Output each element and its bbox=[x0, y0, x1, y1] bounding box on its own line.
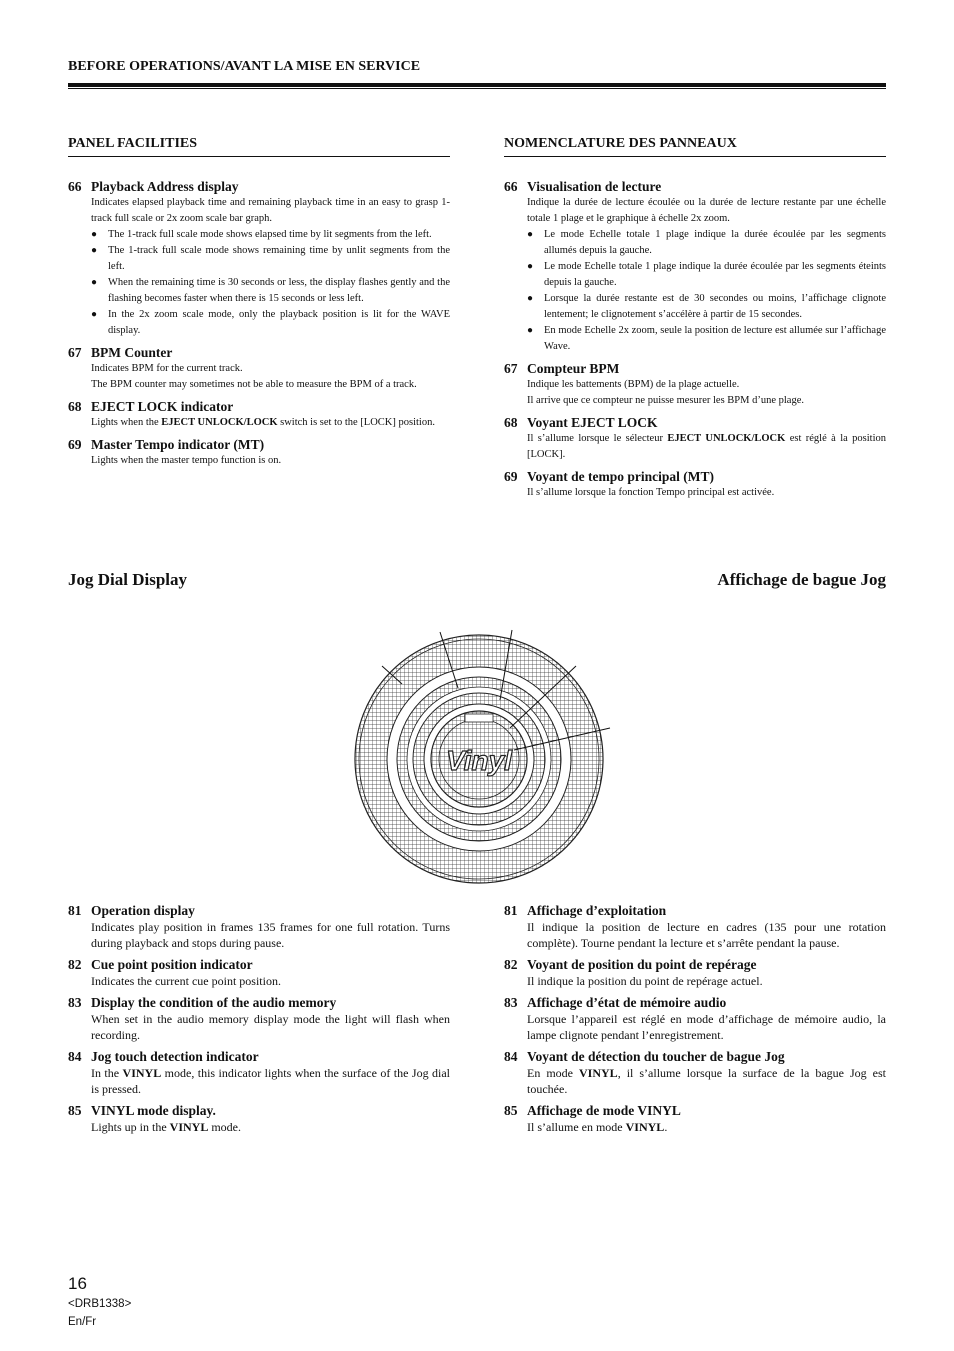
item-67 bbox=[504, 360, 886, 409]
item-number: 84 bbox=[68, 1049, 82, 1064]
vinyl-logo: Vinyl bbox=[446, 745, 512, 776]
item-description: Indicates play position in frames 135 frames for one full rotation. Turns during playback and stops during pause. bbox=[91, 920, 450, 950]
item-84 bbox=[504, 1048, 886, 1097]
nomenclature-section bbox=[504, 136, 886, 506]
bullet-icon: ● bbox=[527, 229, 534, 240]
jog-items-fr bbox=[504, 902, 886, 1140]
bullet-icon: ● bbox=[91, 245, 98, 256]
bullet-icon: ● bbox=[527, 293, 534, 304]
item-description: Il s’allume lorsque la fonction Tempo principal est activée. bbox=[527, 487, 775, 498]
section-rule bbox=[68, 156, 450, 157]
item-number: 66 bbox=[68, 179, 82, 194]
item-title: Operation display bbox=[91, 903, 195, 918]
item-title: Compteur BPM bbox=[527, 361, 620, 376]
item-82 bbox=[68, 956, 450, 989]
item-number: 85 bbox=[504, 1103, 518, 1118]
bullet: ● Lorsque la durée restante est de 30 secondes ou moins, l’affichage clignote lentement; le clignotement s’accélère à partir de 15 secondes. bbox=[527, 291, 886, 323]
item-66 bbox=[504, 178, 886, 355]
item-title: Master Tempo indicator (MT) bbox=[91, 437, 265, 452]
cue-indicator bbox=[465, 714, 493, 722]
bullet-icon: ● bbox=[527, 325, 534, 336]
item-number: 81 bbox=[504, 903, 518, 918]
jog-dial-illustration bbox=[340, 620, 620, 895]
item-67 bbox=[68, 344, 450, 393]
item-68 bbox=[68, 398, 450, 431]
item-82 bbox=[504, 956, 886, 989]
item-number: 66 bbox=[504, 179, 518, 194]
jog-items-en bbox=[68, 902, 450, 1140]
item-number: 68 bbox=[68, 399, 82, 414]
item-description: Indicates elapsed playback time and remaining playback time in an easy to grasp 1-track full scale or 2x zoom scale bar graph. bbox=[91, 197, 450, 224]
item-69 bbox=[68, 436, 450, 469]
item-number: 81 bbox=[68, 903, 82, 918]
item-description: Indique la durée de lecture écoulée ou la durée de lecture restante par une échelle totale 1 plage et le graphique à échelle 2x zoom. bbox=[527, 197, 886, 224]
item-title: Jog touch detection indicator bbox=[91, 1049, 259, 1064]
item-description: Il indique la position de lecture en cadres (135 pour une rotation complète). Tourne pendant la lecture et s’arrête pendant la pause. bbox=[527, 920, 886, 950]
item-number: 82 bbox=[504, 957, 518, 972]
bullet-icon: ● bbox=[527, 261, 534, 272]
item-number: 69 bbox=[68, 437, 82, 452]
item-title: Display the condition of the audio memory bbox=[91, 995, 337, 1010]
item-description: Il s’allume en mode VINYL. bbox=[527, 1120, 668, 1134]
panel-facilities-section bbox=[68, 136, 450, 474]
item-description: Indique les battements (BPM) de la plage actuelle. bbox=[527, 379, 740, 390]
bullet: ● The 1-track full scale mode shows elapsed time by lit segments from the left. bbox=[91, 227, 450, 243]
language-code: En/Fr bbox=[68, 1316, 97, 1328]
item-title: Playback Address display bbox=[91, 179, 239, 194]
item-title: Voyant de tempo principal (MT) bbox=[527, 469, 715, 484]
document-code: <DRB1338> bbox=[68, 1298, 132, 1310]
item-number: 69 bbox=[504, 469, 518, 484]
item-66 bbox=[68, 178, 450, 339]
bullet: ● Le mode Echelle totale 1 plage indique la durée écoulée par les segments éteints depuis la gauche. bbox=[527, 259, 886, 291]
section-rule bbox=[504, 156, 886, 157]
section-title: PANEL FACILITIES bbox=[68, 136, 198, 151]
item-number: 82 bbox=[68, 957, 82, 972]
item-description: Lorsque l’appareil est réglé en mode d’affichage de mémoire audio, la lampe clignote pendant l’enregistrement. bbox=[527, 1012, 886, 1042]
jog-dial-display-title: Jog Dial Display bbox=[68, 570, 188, 589]
item-number: 67 bbox=[504, 361, 518, 376]
item-description: Lights when the EJECT UNLOCK/LOCK switch is set to the [LOCK] position. bbox=[91, 417, 435, 428]
item-81 bbox=[68, 902, 450, 951]
bullet: ● The 1-track full scale mode shows remaining time by unlit segments from the left. bbox=[91, 243, 450, 275]
item-number: 83 bbox=[504, 995, 518, 1010]
item-85 bbox=[68, 1102, 450, 1135]
item-description: Il s’allume lorsque le sélecteur EJECT UNLOCK/LOCK est réglé à la position [LOCK]. bbox=[527, 433, 886, 460]
section-title: NOMENCLATURE DES PANNEAUX bbox=[504, 136, 737, 151]
item-title: Affichage d’exploitation bbox=[527, 903, 667, 918]
item-85 bbox=[504, 1102, 886, 1135]
item-number: 83 bbox=[68, 995, 82, 1010]
bullet-icon: ● bbox=[91, 277, 98, 288]
item-description: Indicates the current cue point position. bbox=[91, 974, 281, 988]
item-description: Lights when the master tempo function is on. bbox=[91, 455, 282, 466]
item-number: 67 bbox=[68, 345, 82, 360]
item-description: The BPM counter may sometimes not be able to measure the BPM of a track. bbox=[91, 379, 417, 390]
item-number: 85 bbox=[68, 1103, 82, 1118]
item-description: Indicates BPM for the current track. bbox=[91, 363, 243, 374]
item-83 bbox=[68, 994, 450, 1043]
item-title: EJECT LOCK indicator bbox=[91, 399, 234, 414]
item-title: VINYL mode display. bbox=[91, 1103, 216, 1118]
item-83 bbox=[504, 994, 886, 1043]
item-title: Affichage d’état de mémoire audio bbox=[527, 995, 727, 1010]
header-rule-thin bbox=[68, 88, 886, 89]
item-number: 84 bbox=[504, 1049, 518, 1064]
item-title: BPM Counter bbox=[91, 345, 173, 360]
item-title: Voyant de position du point de repérage bbox=[527, 957, 757, 972]
bullet: ● En mode Echelle 2x zoom, seule la position de lecture est allumée sur l’affichage Wave. bbox=[527, 323, 886, 355]
bullet: ● When the remaining time is 30 seconds or less, the display flashes gently and the flashing becomes faster when there is 15 seconds or less left. bbox=[91, 275, 450, 307]
item-title: Cue point position indicator bbox=[91, 957, 253, 972]
bullet-icon: ● bbox=[91, 229, 98, 240]
jog-display-title-fr: Affichage de bague Jog bbox=[717, 570, 886, 589]
item-81 bbox=[504, 902, 886, 951]
item-description: Lights up in the VINYL mode. bbox=[91, 1120, 242, 1134]
bullet: ● Le mode Echelle totale 1 plage indique la durée écoulée par les segments allumés depuis la gauche. bbox=[527, 227, 886, 259]
running-header: BEFORE OPERATIONS/AVANT LA MISE EN SERVICE bbox=[68, 59, 421, 74]
item-69 bbox=[504, 468, 886, 501]
item-84 bbox=[68, 1048, 450, 1097]
item-title: Visualisation de lecture bbox=[527, 179, 662, 194]
item-description: Il indique la position du point de repérage actuel. bbox=[527, 974, 763, 988]
item-description: When set in the audio memory display mode the light will flash when recording. bbox=[91, 1012, 450, 1042]
item-title: Voyant de détection du toucher de bague Jog bbox=[527, 1049, 785, 1064]
bullet: ● In the 2x zoom scale mode, only the playback position is lit for the WAVE display. bbox=[91, 307, 450, 339]
item-title: Voyant EJECT LOCK bbox=[527, 415, 658, 430]
header-rule bbox=[68, 83, 886, 87]
item-description: In the VINYL mode, this indicator lights when the surface of the Jog dial is pressed. bbox=[91, 1066, 451, 1096]
item-68 bbox=[504, 414, 886, 463]
item-description: Il arrive que ce compteur ne puisse mesurer les BPM d’une plage. bbox=[527, 395, 804, 406]
item-description: En mode VINYL, il s’allume lorsque la surface de la bague Jog est touchée. bbox=[527, 1066, 886, 1096]
bullet-icon: ● bbox=[91, 309, 98, 320]
page-number: 16 bbox=[68, 1274, 87, 1293]
item-title: Affichage de mode VINYL bbox=[527, 1103, 681, 1118]
item-number: 68 bbox=[504, 415, 518, 430]
